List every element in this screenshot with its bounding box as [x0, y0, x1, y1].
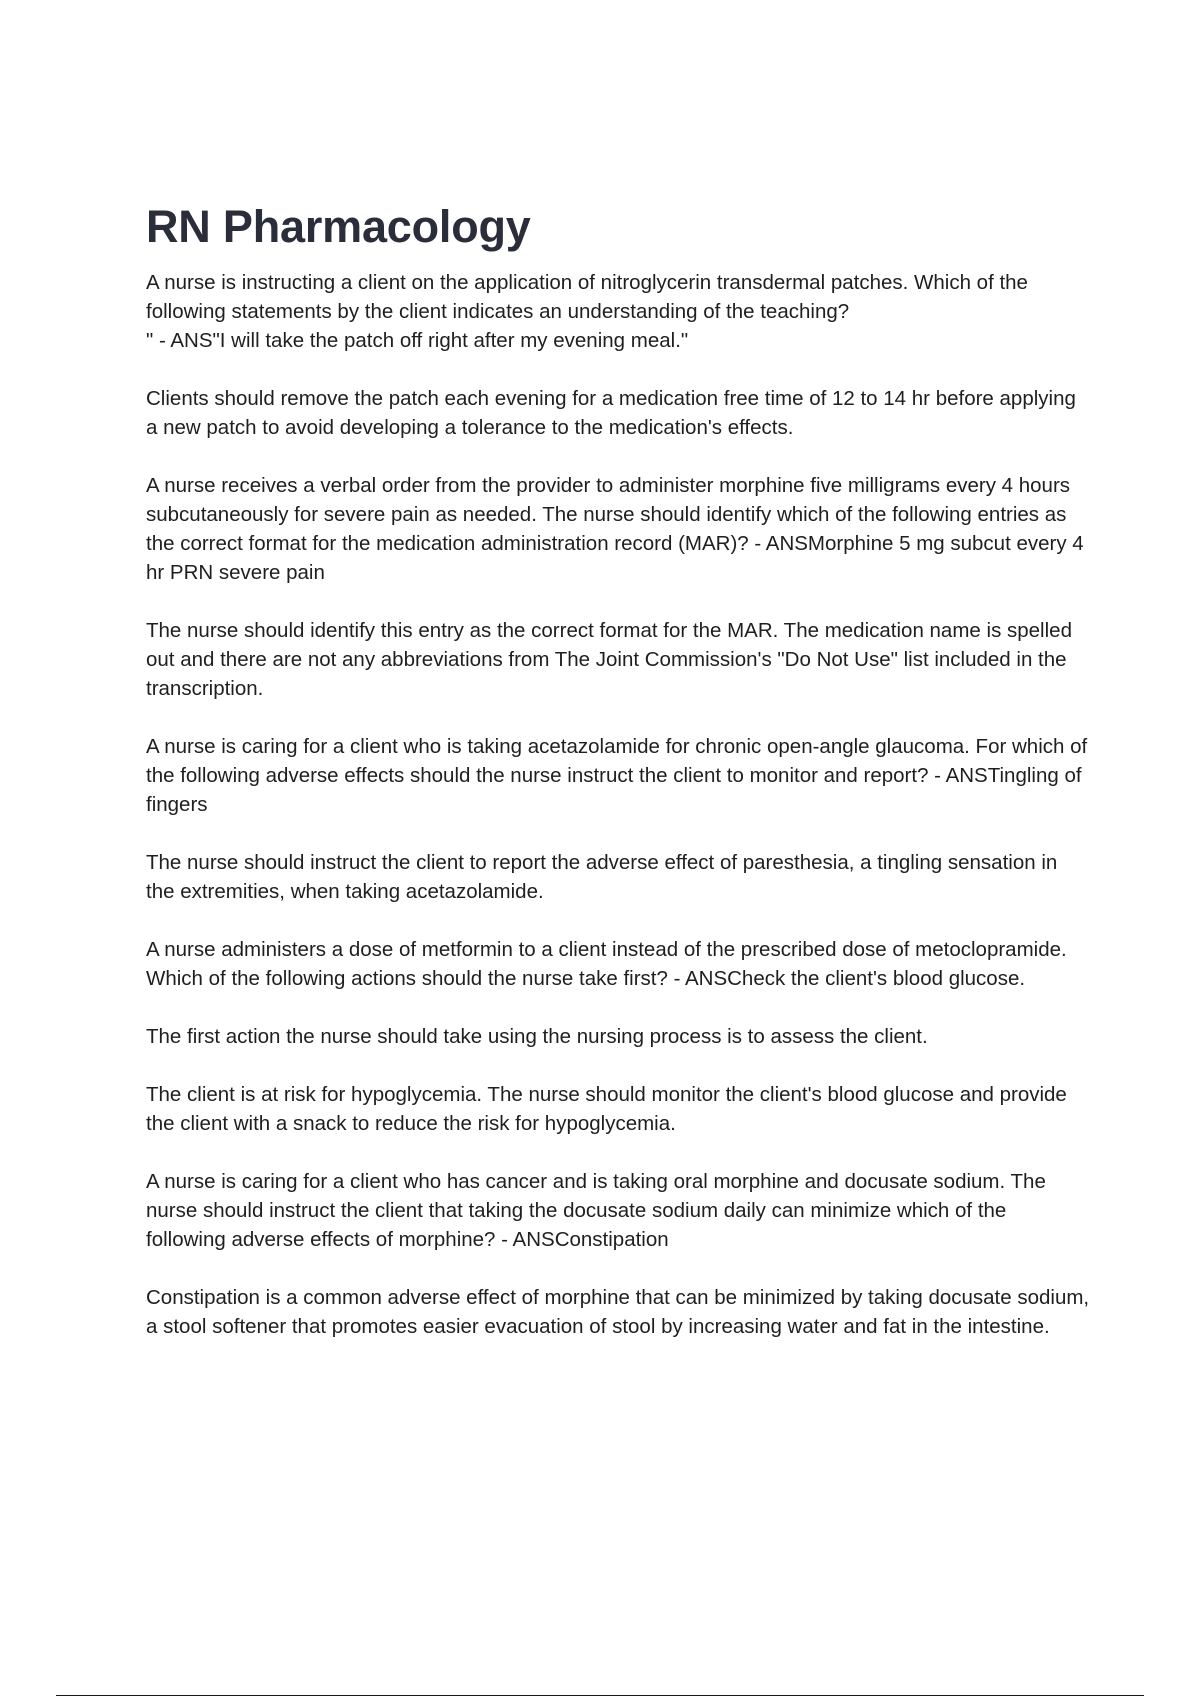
question-acetazolamide: A nurse is caring for a client who is taking acetazolamide for chronic open-angle glaucoma. For which of the following adverse effects should the nurse instruct the client to monitor and report? - ANSTingling of fingers [146, 735, 1088, 816]
document-title: RN Pharmacology [146, 201, 531, 252]
document-page [146, 200, 1091, 1370]
question-nitroglycerin: A nurse is instructing a client on the application of nitroglycerin transdermal patches. Which of the following statements by the client indicates an understanding of the teaching? " - ANS"I will take the patch off right after my evening meal." [146, 271, 1028, 352]
footer-divider [56, 1695, 1144, 1696]
question-metformin: A nurse administers a dose of metformin to a client instead of the prescribed dose of metoclopramide. Which of the following actions should the nurse take first? - ANSCheck the client's blood glucose. [146, 938, 1067, 990]
question-morphine-mar: A nurse receives a verbal order from the provider to administer morphine five milligrams every 4 hours subcutaneously for severe pain as needed. The nurse should identify which of the following entries as the correct format for the medication administration record (MAR)? - ANSMorphine 5 mg subcut every 4 hr PRN severe pain [146, 474, 1084, 584]
rationale-metformin-hypoglycemia: The client is at risk for hypoglycemia. The nurse should monitor the client's blood glucose and provide the client with a snack to reduce the risk for hypoglycemia. [146, 1083, 1067, 1135]
rationale-metformin-assess: The first action the nurse should take using the nursing process is to assess the client. [146, 1025, 928, 1048]
rationale-morphine-mar: The nurse should identify this entry as the correct format for the MAR. The medication name is spelled out and there are not any abbreviations from The Joint Commission's "Do Not Use" list included in the transcription. [146, 619, 1072, 700]
question-docusate: A nurse is caring for a client who has cancer and is taking oral morphine and docusate sodium. The nurse should instruct the client that taking the docusate sodium daily can minimize which of the following adverse effects of morphine? - ANSConstipation [146, 1170, 1046, 1251]
rationale-docusate: Constipation is a common adverse effect of morphine that can be minimized by taking docusate sodium, a stool softener that promotes easier evacuation of stool by increasing water and fat in the intestine. [146, 1286, 1090, 1338]
rationale-nitroglycerin: Clients should remove the patch each evening for a medication free time of 12 to 14 hr before applying a new patch to avoid developing a tolerance to the medication's effects. [146, 387, 1076, 439]
rationale-acetazolamide: The nurse should instruct the client to report the adverse effect of paresthesia, a tingling sensation in the extremities, when taking acetazolamide. [146, 851, 1058, 903]
